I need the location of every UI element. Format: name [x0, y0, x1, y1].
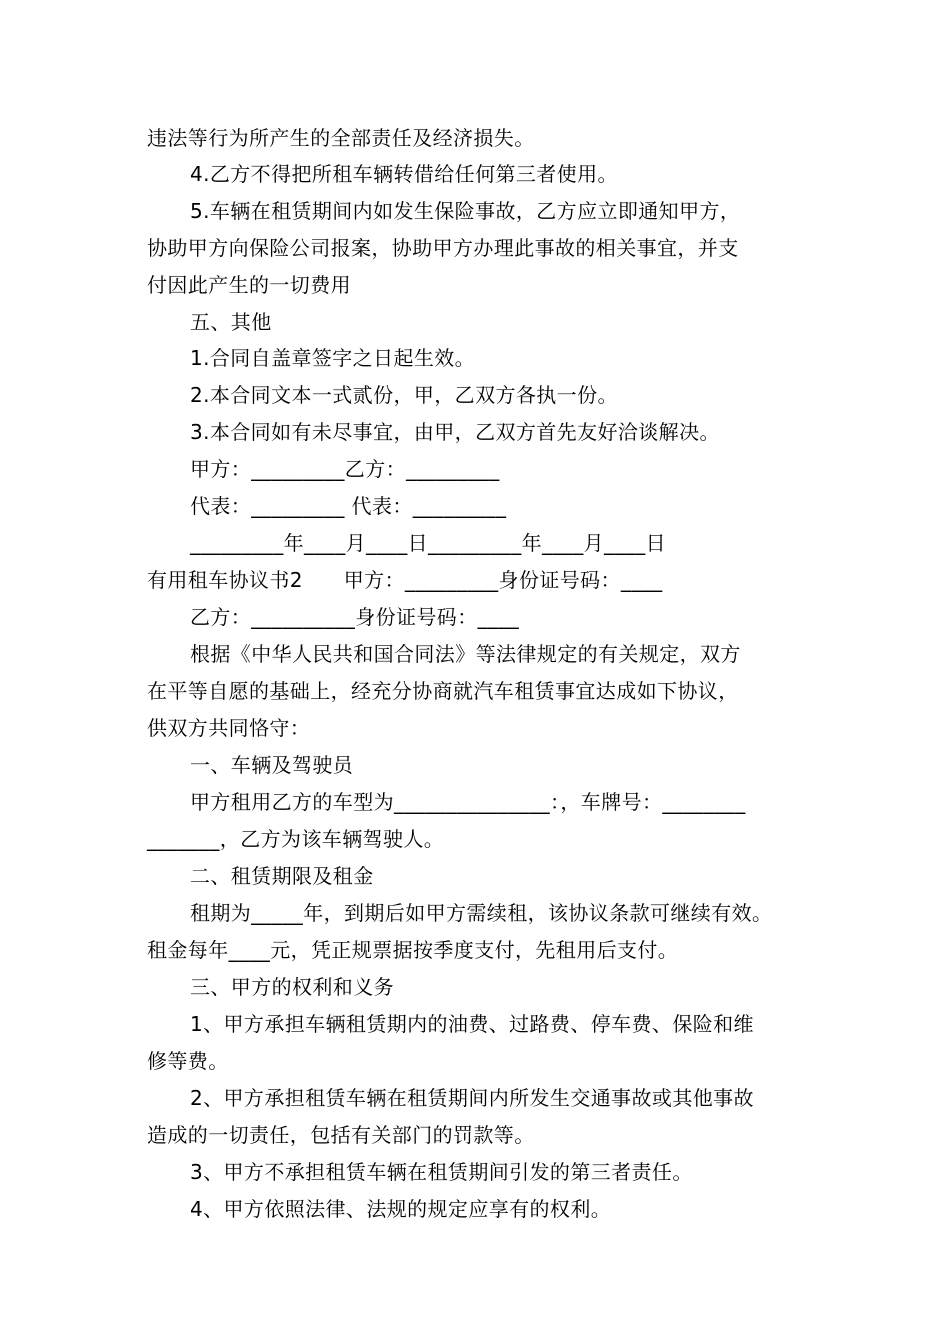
text-line: 甲方租用乙方的车型为_______________：，车牌号：________ — [190, 790, 746, 814]
text-line: 3、甲方不承担租赁车辆在租赁期间引发的第三者责任。 — [190, 1160, 693, 1184]
text-line: 付因此产生的一切费用 — [147, 273, 351, 297]
text-line: 供双方共同恪守： — [147, 716, 311, 740]
text-line: 1、甲方承担车辆租赁期内的油费、过路费、停车费、保险和维 — [190, 1012, 754, 1036]
text-line: 3.本合同如有未尽事宜，由甲，乙双方首先友好洽谈解决。 — [190, 420, 720, 444]
text-line: 修等费。 — [147, 1049, 229, 1073]
date-line: _________年____月____日_________年____月____日 — [190, 531, 666, 555]
text-line: 根据《中华人民共和国合同法》等法律规定的有关规定，双方 — [190, 642, 741, 666]
text-line: 4、甲方依照法律、法规的规定应享有的权利。 — [190, 1197, 612, 1221]
section-heading: 二、租赁期限及租金 — [190, 864, 374, 888]
text-line: 4.乙方不得把所租车辆转借给任何第三者使用。 — [190, 162, 618, 186]
text-line: 协助甲方向保险公司报案，协助甲方办理此事故的相关事宜，并支 — [147, 236, 739, 260]
text-line: 违法等行为所产生的全部责任及经济损失。 — [147, 126, 535, 150]
section-heading: 三、甲方的权利和义务 — [190, 975, 394, 999]
party-line: 乙方：__________身份证号码：____ — [190, 605, 520, 629]
text-line: 租金每年____元，凭正规票据按季度支付，先租用后支付。 — [147, 938, 679, 962]
text-line: 造成的一切责任，包括有关部门的罚款等。 — [147, 1123, 535, 1147]
signature-line: 代表：_________ 代表：_________ — [190, 494, 507, 518]
text-line: 在平等自愿的基础上，经充分协商就汽车租赁事宜达成如下协议， — [147, 679, 739, 703]
text-line: 1.合同自盖章签字之日起生效。 — [190, 346, 476, 370]
text-line: _______，乙方为该车辆驾驶人。 — [147, 827, 445, 851]
document-title-line: 有用租车协议书2 甲方：_________身份证号码：____ — [147, 568, 663, 592]
text-line: 租期为_____年，到期后如甲方需续租，该协议条款可继续有效。 — [190, 901, 773, 925]
text-line: 2、甲方承担租赁车辆在租赁期间内所发生交通事故或其他事故 — [190, 1086, 754, 1110]
text-line: 5.车辆在租赁期间内如发生保险事故，乙方应立即通知甲方， — [190, 199, 741, 223]
section-heading: 五、其他 — [190, 310, 272, 334]
section-heading: 一、车辆及驾驶员 — [190, 753, 354, 777]
signature-line: 甲方：_________乙方：_________ — [190, 457, 500, 481]
text-line: 2.本合同文本一式贰份，甲，乙双方各执一份。 — [190, 383, 618, 407]
